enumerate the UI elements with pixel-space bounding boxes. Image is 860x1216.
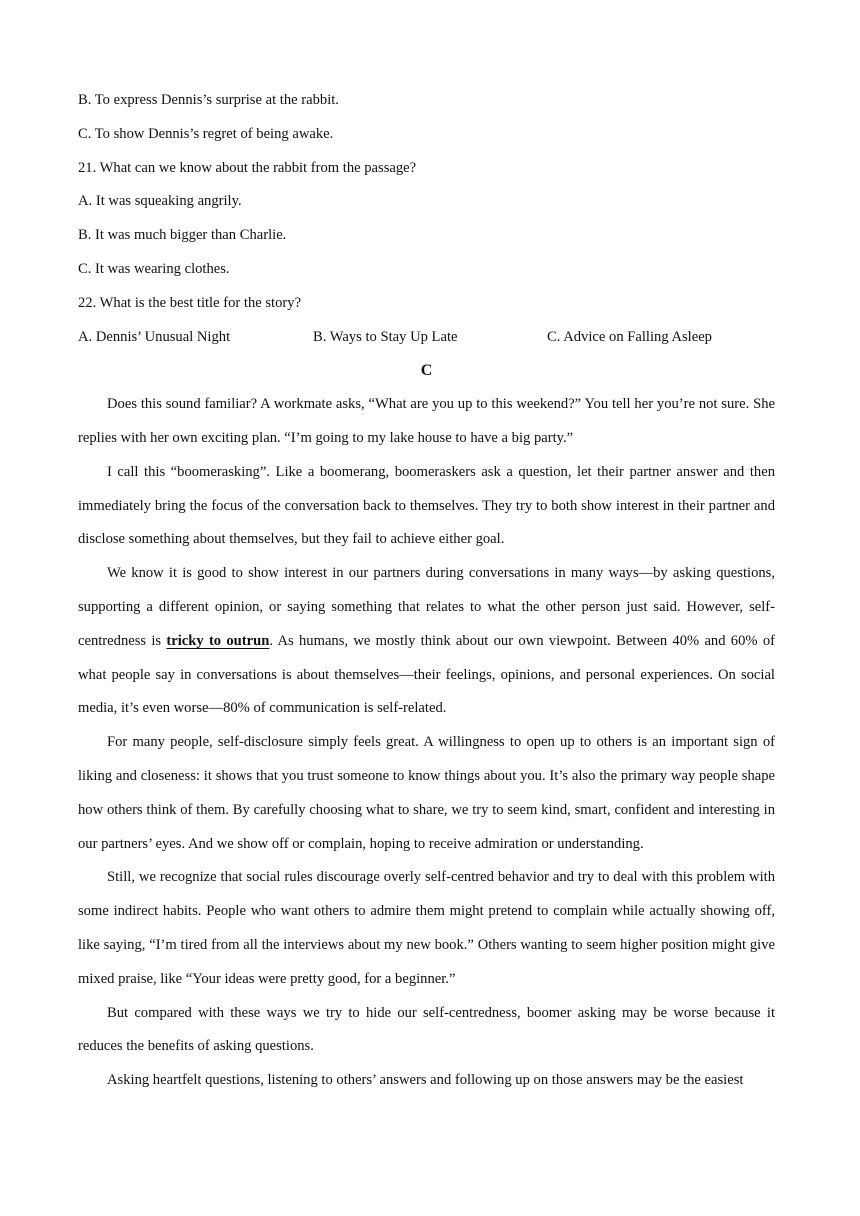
q22-option-a: A. Dennis’ Unusual Night	[78, 328, 231, 345]
q21-option-a: A. It was squeaking angrily.	[78, 193, 242, 210]
q20-option-b: B. To express Dennis’s surprise at the rabbit.	[78, 92, 339, 108]
q22-option-b: B. Ways to Stay Up Late	[313, 328, 458, 345]
q21-question: 21. What can we know about the rabbit from the passage?	[78, 159, 417, 176]
paragraph-1: Does this sound familiar? A workmate asks, “What are you up to this weekend?” You tell her you’re not sure. She replies with her own exciting plan. “I’m going to my lake house to have a big party.”	[78, 396, 775, 446]
q22-question: 22. What is the best title for the story?	[78, 294, 302, 311]
document-page	[78, 84, 775, 1098]
paragraph-3-rest: . As humans, we mostly think about our own viewpoint. Between 40% and 60% of what people say in conversations is about themselves—their feelings, opinions, and personal experiences. On social media, it’s even worse—80% of communication is self-related.	[78, 632, 775, 717]
paragraph-6: But compared with these ways we try to hide our self-centredness, boomer asking may be worse because it reduces the benefits of asking questions.	[78, 1004, 775, 1055]
q21-option-c: C. It was wearing clothes.	[78, 260, 230, 277]
underlined-phrase: tricky to outrun	[166, 632, 270, 649]
q21-option-b: B. It was much bigger than Charlie.	[78, 227, 287, 244]
paragraph-2: I call this “boomerasking”. Like a boomerang, boomeraskers ask a question, let their partner answer and then immediately bring the focus of the conversation back to themselves. They try to both show interest in their partner and disclose something about themselves, but they fail to achieve either goal.	[78, 463, 775, 548]
section-heading: C	[420, 362, 433, 380]
paragraph-7: Asking heartfelt questions, listening to others’ answers and following up on those answers may be the easiest	[107, 1072, 744, 1089]
paragraph-3-lead: We know it is good to show interest in our partners during conversations in many ways—by asking questions, supporting a different opinion, or saying something that relates to what the other person just said. However, self-centredness is	[78, 565, 775, 649]
paragraph-3	[78, 557, 775, 726]
q22-option-c: C. Advice on Falling Asleep	[547, 328, 712, 345]
paragraph-5: Still, we recognize that social rules discourage overly self-centred behavior and try to deal with this problem with some indirect habits. People who want others to admire them might pretend to complain while actually showing off, like saying, “I’m tired from all the interviews about my new book.” Others wanting to seem higher position might give mixed praise, like “Your ideas were pretty good, for a beginner.”	[78, 869, 775, 987]
paragraph-4: For many people, self-disclosure simply feels great. A willingness to open up to others is an important sign of liking and closeness: it shows that you trust someone to know things about you. It’s also the primary way people shape how others think of them. By carefully choosing what to share, we try to seem kind, smart, confident and interesting in our partners’ eyes. And we show off or complain, hoping to receive admiration or understanding.	[78, 734, 775, 852]
q22-options	[78, 321, 775, 355]
q20-option-c: C. To show Dennis’s regret of being awake.	[78, 125, 334, 142]
